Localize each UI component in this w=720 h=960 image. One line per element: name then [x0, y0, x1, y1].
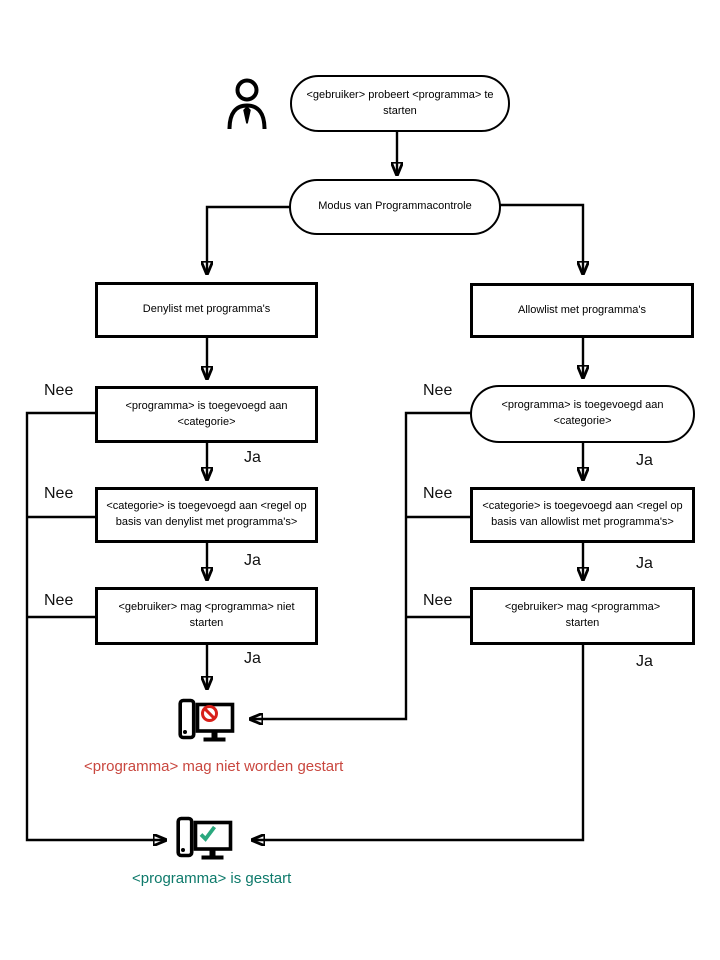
node-allow-step2	[470, 487, 695, 543]
label-ja-deny3: Ja	[244, 650, 261, 667]
node-allow-step1-label: <programma> is toegevoegd aan <categorie>	[501, 399, 664, 427]
computer-blocked-icon	[178, 697, 236, 743]
node-start	[290, 75, 510, 132]
node-deny-step1	[95, 386, 318, 443]
arrow-allow-step3-ja-to-started	[252, 645, 583, 840]
label-ja-deny2: Ja	[244, 552, 261, 569]
node-deny-step3-label: <gebruiker> mag <programma> niet starten	[118, 601, 295, 629]
node-deny-step3	[95, 587, 318, 645]
label-nee-allow3: Nee	[423, 592, 453, 609]
label-nee-allow1: Nee	[423, 382, 453, 399]
node-denylist-label: Denylist met programma's	[142, 303, 271, 316]
node-allowlist-label: Allowlist met programma's	[517, 303, 647, 316]
label-nee-deny1: Nee	[44, 382, 74, 399]
label-nee-allow2: Nee	[423, 485, 453, 502]
node-mode-label: Modus van Programmacontrole	[318, 200, 472, 213]
node-start-label: <gebruiker> probeert <programma> te starten	[306, 88, 494, 117]
node-allow-step3	[470, 587, 695, 645]
arrow-allow-nee-to-blocked	[250, 413, 476, 719]
result-started-text: <programma> is gestart	[132, 870, 292, 887]
node-allowlist	[470, 283, 694, 338]
label-nee-deny3: Nee	[44, 592, 74, 609]
node-mode	[289, 179, 501, 235]
computer-started-icon	[176, 815, 234, 861]
result-blocked-text: <programma> mag niet worden gestart	[84, 758, 344, 775]
label-ja-allow3: Ja	[636, 653, 653, 670]
node-allow-step3-label: <gebruiker> mag <programma> starten	[504, 601, 661, 629]
node-denylist	[95, 282, 318, 338]
node-allow-step2-label: <categorie> is toegevoegd aan <regel op basis van allowlist met programma's>	[482, 500, 683, 528]
node-deny-step2	[95, 487, 318, 543]
node-allow-step1	[470, 385, 695, 443]
label-ja-allow2: Ja	[636, 555, 653, 572]
user-icon	[226, 76, 268, 130]
node-deny-step1-label: <programma> is toegevoegd aan <categorie>	[125, 399, 288, 428]
arrow-mode-to-denylist	[207, 207, 290, 274]
label-ja-allow1: Ja	[636, 452, 653, 469]
label-ja-deny1: Ja	[244, 449, 261, 466]
node-deny-step2-label: <categorie> is toegevoegd aan <regel op basis van denylist met programma's>	[106, 500, 307, 528]
arrow-mode-to-allowlist	[500, 205, 583, 274]
label-nee-deny2: Nee	[44, 485, 74, 502]
